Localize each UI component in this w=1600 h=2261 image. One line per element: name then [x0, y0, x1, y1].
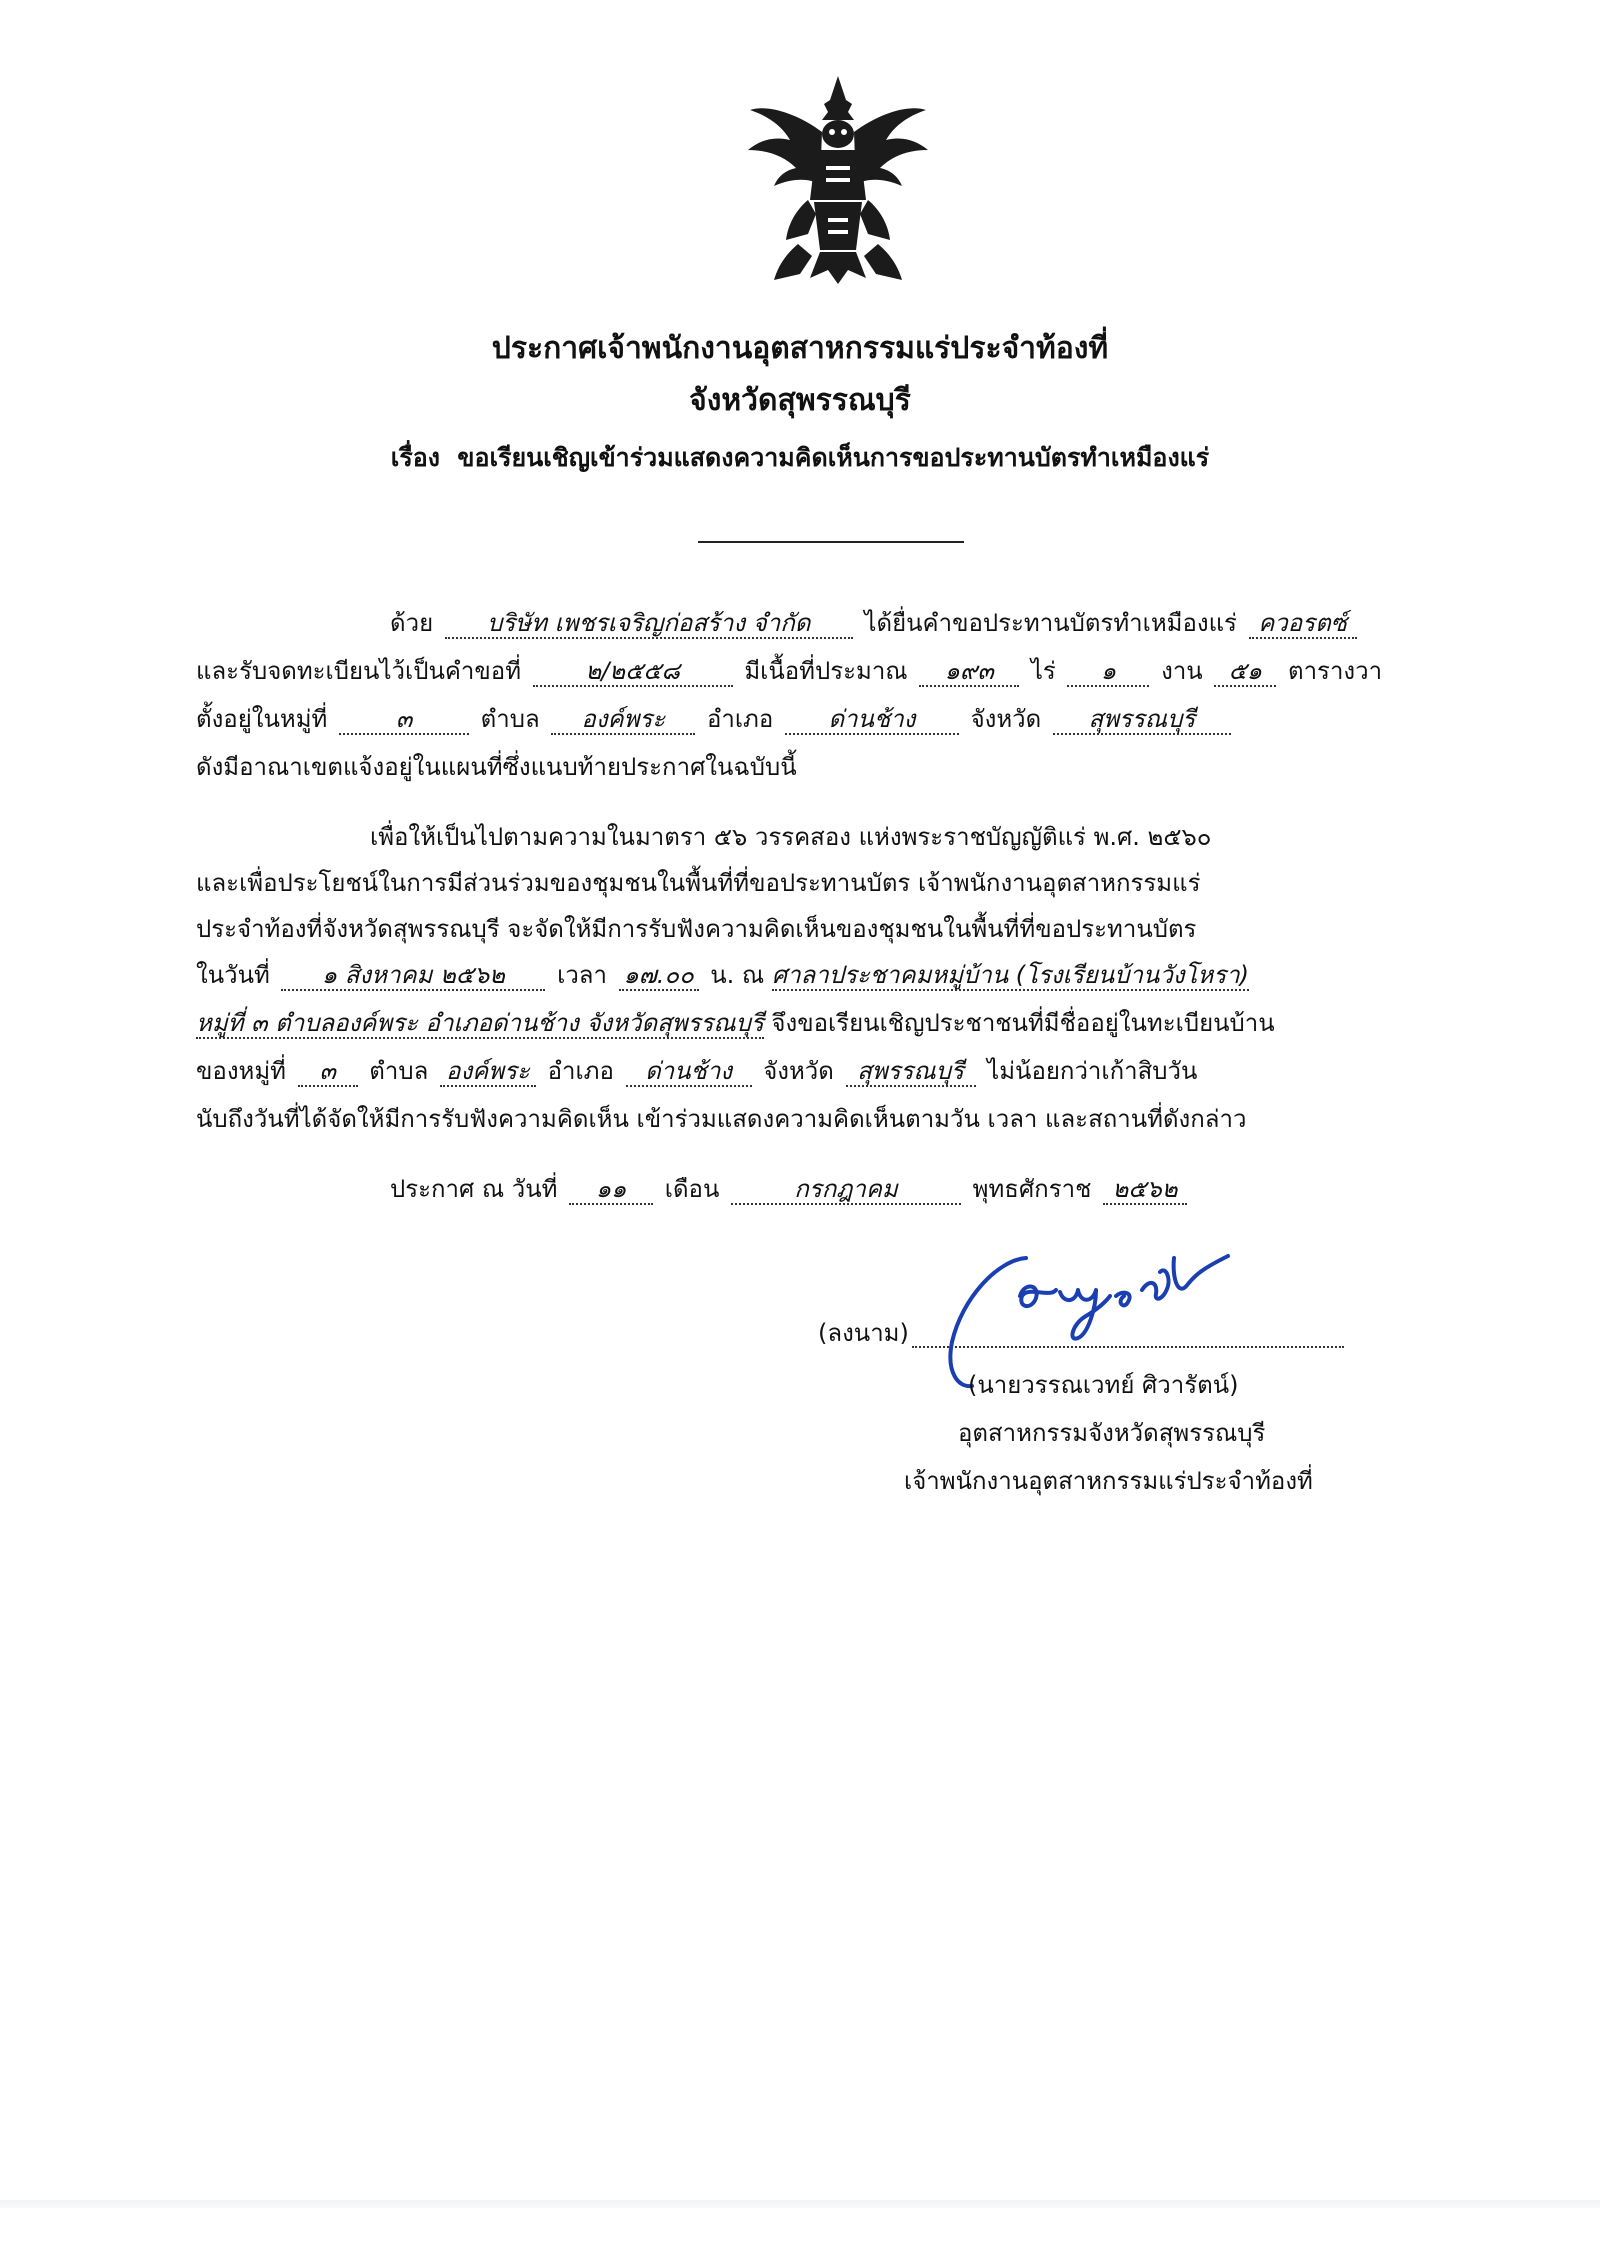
- title-divider: [698, 541, 964, 543]
- hearing-date-field: ๑ สิงหาคม ๒๕๖๒: [281, 961, 545, 991]
- p1-line-3: [196, 702, 1235, 736]
- p2-text: เวลา: [557, 961, 607, 989]
- signatory-position-1: อุตสาหกรรมจังหวัดสุพรรณบุรี: [958, 1419, 1266, 1447]
- announce-month-field: กรกฎาคม: [731, 1175, 961, 1205]
- tambon-field: องค์พระ: [551, 705, 695, 735]
- p2-text: จึงขอเรียนเชิญประชาชนที่มีชื่ออยู่ในทะเบียนบ้าน: [771, 1009, 1275, 1037]
- p1-text: ไร่: [1030, 657, 1056, 685]
- p1-text: ตารางวา: [1287, 657, 1383, 685]
- p1-text: ได้ยื่นคำขอประทานบัตรทำเหมืองแร่: [864, 609, 1237, 637]
- p2-text: ไม่น้อยกว่าเก้าสิบวัน: [987, 1057, 1198, 1085]
- wa-field: ๕๑: [1214, 657, 1276, 687]
- p2-text: อำเภอ: [547, 1057, 614, 1085]
- amphoe-field-2: ด่านช้าง: [626, 1057, 752, 1087]
- p1-text: และรับจดทะเบียนไว้เป็นคำขอที่: [196, 657, 522, 685]
- ngan-field: ๑: [1067, 657, 1149, 687]
- venue-address-field: หมู่ที่ ๓ ตำบลองค์พระ อำเภอด่านช้าง จังหวัดสุพรรณบุรี: [196, 1009, 764, 1037]
- p1-text: งาน: [1161, 657, 1203, 685]
- scan-artifact: [0, 2200, 1600, 2208]
- announce-text: ประกาศ ณ วันที่: [390, 1175, 558, 1203]
- title-line-2: จังหวัดสุพรรณบุรี: [689, 383, 911, 418]
- p2-line-3: ประจำท้องที่จังหวัดสุพรรณบุรี จะจัดให้มีการรับฟังความคิดเห็นของชุมชนในพื้นที่ที่ขอประทานบัตร: [196, 915, 1197, 943]
- p2-text: น. ณ: [710, 961, 765, 989]
- moo-field-2: ๓: [298, 1057, 358, 1087]
- title-line-1: ประกาศเจ้าพนักงานอุตสาหกรรมแร่ประจำท้องที่: [491, 331, 1109, 366]
- province-field-2: สุพรรณบุรี: [846, 1057, 976, 1087]
- subject-text: ขอเรียนเชิญเข้าร่วมแสดงความคิดเห็นการขอประทานบัตรทำเหมืองแร่: [457, 443, 1210, 472]
- p2-line-2: และเพื่อประโยชน์ในการมีส่วนร่วมของชุมชนในพื้นที่ที่ขอประทานบัตร เจ้าพนักงานอุตสาหกรรมแร่: [196, 869, 1201, 897]
- request-no-field: ๒/๒๕๕๘: [533, 657, 733, 687]
- signatory-name: (นายวรรณเวทย์ ศิวารัตน์): [968, 1371, 1239, 1399]
- amphoe-field: ด่านช้าง: [785, 705, 959, 735]
- signatory-position-2: เจ้าพนักงานอุตสาหกรรมแร่ประจำท้องที่: [904, 1467, 1313, 1495]
- moo-field: ๓: [339, 705, 469, 735]
- p2-line-5: [196, 1006, 1275, 1040]
- company-field: บริษัท เพชรเจริญก่อสร้าง จำกัด: [445, 609, 853, 639]
- p1-text: จังหวัด: [970, 705, 1042, 733]
- p1-text: ตำบล: [480, 705, 540, 733]
- p1-line-1: [390, 606, 1361, 640]
- p1-text: ตั้งอยู่ในหมู่ที่: [196, 705, 328, 733]
- p2-line-7: นับถึงวันที่ได้จัดให้มีการรับฟังความคิดเห็น เข้าร่วมแสดงความคิดเห็นตามวัน เวลา และสถานที่ดังกล่าว: [196, 1105, 1247, 1133]
- province-field: สุพรรณบุรี: [1053, 705, 1231, 735]
- p1-text: อำเภอ: [706, 705, 774, 733]
- p2-text: จังหวัด: [763, 1057, 834, 1085]
- subject-line: [0, 438, 1600, 478]
- p2-text: ในวันที่: [196, 961, 270, 989]
- subject-label: เรื่อง: [390, 443, 440, 472]
- mineral-field: ควอรตซ์: [1249, 609, 1357, 639]
- p2-line-4: [196, 958, 1249, 992]
- p2-line-6: [196, 1054, 1197, 1088]
- announce-year-field: ๒๕๖๒: [1103, 1175, 1187, 1205]
- p1-line-2: [196, 654, 1382, 688]
- p2-line-1: เพื่อให้เป็นไปตามความในมาตรา ๕๖ วรรคสอง แห่งพระราชบัญญัติแร่ พ.ศ. ๒๕๖๐: [370, 823, 1212, 851]
- p2-text: ของหมู่ที่: [196, 1057, 286, 1085]
- hearing-time-field: ๑๗.๐๐: [619, 961, 699, 991]
- venue-field: ศาลาประชาคมหมู่บ้าน (โรงเรียนบ้านวังโหรา): [771, 961, 1249, 989]
- p1-text: มีเนื้อที่ประมาณ: [744, 657, 908, 685]
- sign-label: (ลงนาม): [818, 1319, 909, 1347]
- rai-field: ๑๙๓: [919, 657, 1019, 687]
- announce-date-line: [390, 1172, 1191, 1206]
- p1-text: ด้วย: [390, 609, 434, 637]
- p1-line-4: ดังมีอาณาเขตแจ้งอยู่ในแผนที่ซึ่งแนบท้ายประกาศในฉบับนี้: [196, 753, 797, 781]
- announce-text: พุทธศักราช: [972, 1175, 1092, 1203]
- tambon-field-2: องค์พระ: [440, 1057, 536, 1087]
- p2-text: ตำบล: [369, 1057, 429, 1085]
- garuda-emblem-icon: [738, 74, 938, 290]
- announce-day-field: ๑๑: [569, 1175, 653, 1205]
- announce-text: เดือน: [664, 1175, 720, 1203]
